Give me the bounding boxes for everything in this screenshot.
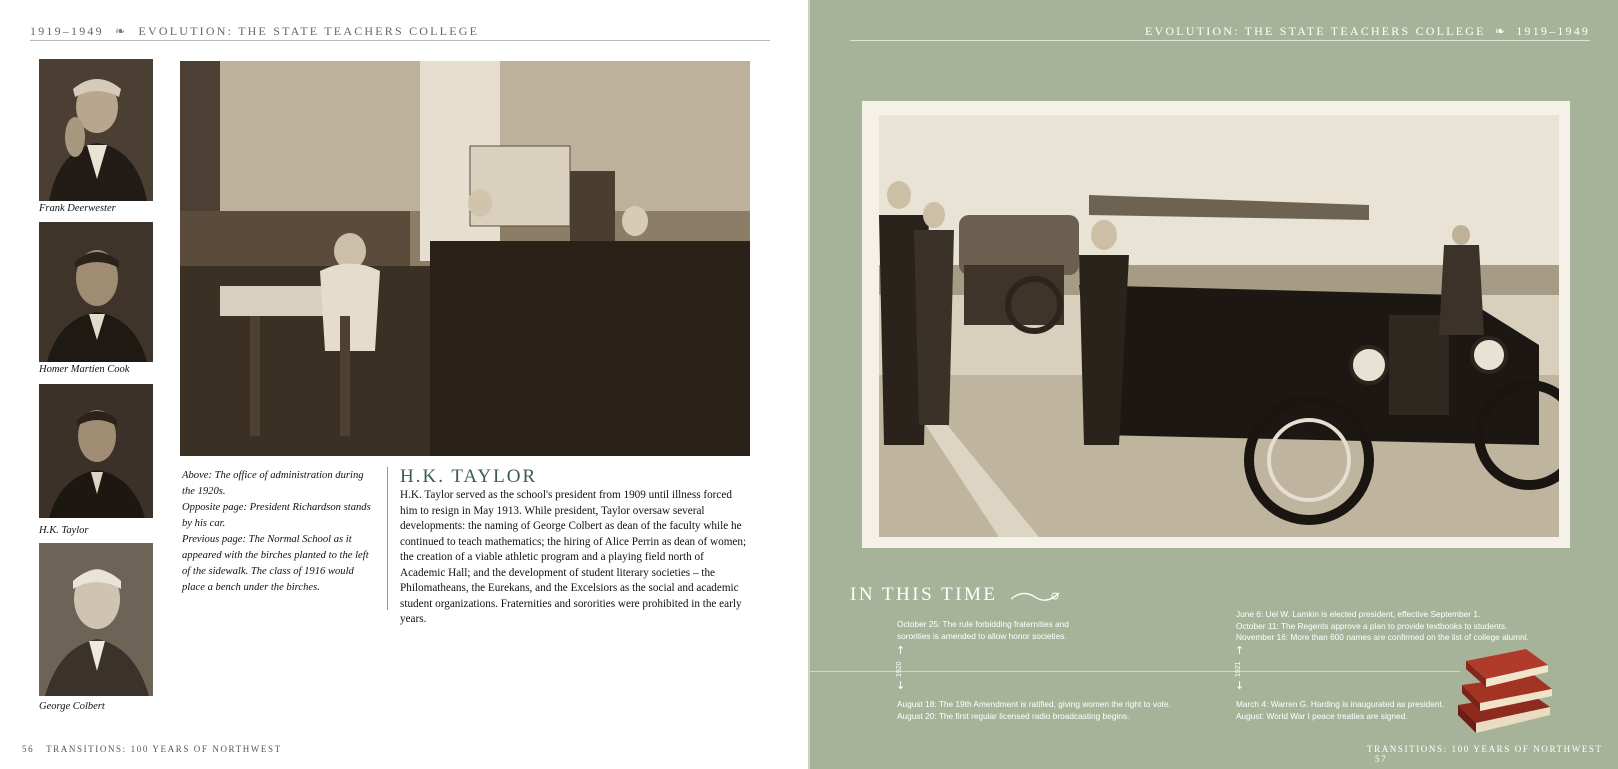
president-richardson-car-photo [879, 115, 1559, 537]
portrait-caption-3: H.K. Taylor [39, 525, 89, 536]
right-footer-title: TRANSITIONS: 100 YEARS OF NORTHWEST [1367, 744, 1603, 754]
timeline-year-1921: 1921 [1235, 661, 1242, 677]
article-title: H.K. TAYLOR [400, 466, 538, 487]
timeline-1921-upper [1236, 609, 1529, 644]
left-page-number: 56 [22, 744, 35, 754]
office-administration-photo [180, 61, 750, 456]
in-this-time-label: IN THIS TIME [850, 584, 998, 605]
event-line: August 18: The 19th Amendment is ratified, giving women the right to vote. [897, 699, 1171, 709]
right-header [1145, 24, 1590, 39]
portrait-hk-taylor [39, 384, 153, 518]
timeline-axis [810, 671, 1460, 672]
article-body: H.K. Taylor served as the school's president from 1909 until illness forced him to resign in May 1913. While president, Taylor oversaw several developments: the naming of George Colbert as dean of the faculty while he continued to teach mathematics; the hiring of Alice Perrin as dean of women; the creation of a viable athletic program and a playing field north of Academic Hall; and the development of student literary societies – the Philomatheans, the Eurekans, and the Excelsiors as the social and academic student organizations. Fraternities and sororities were prohibited in the early years. [400, 489, 747, 625]
left-footer-title: TRANSITIONS: 100 YEARS OF NORTHWEST [46, 744, 282, 754]
header-rule [30, 40, 770, 41]
in-this-time-title [850, 584, 1061, 606]
caption-previous: Previous page: The Normal School as it appeared with the birches planted to the left of the sidewalk. The class of 1916 would place a bench under the birches. [182, 534, 369, 593]
portrait-caption-2: Homer Martien Cook [39, 364, 130, 375]
ornament-icon: ❧ [1494, 24, 1508, 38]
portrait-george-colbert [39, 543, 153, 696]
caption-opposite: Opposite page: President Richardson stands by his car. [182, 502, 371, 529]
event-line: August: World War I peace treaties are signed. [1236, 710, 1408, 721]
timeline-1920-lower [897, 699, 1171, 722]
event-line: October 11: The Regents approve a plan to provide textbooks to students. [1236, 620, 1508, 631]
books-stack-icon [1452, 645, 1558, 741]
right-footer [1367, 744, 1618, 764]
right-header-rule [850, 40, 1590, 41]
header-title: EVOLUTION: THE STATE TEACHERS COLLEGE [138, 24, 480, 38]
event-line: November 16: More than 600 names are confirmed on the list of college alumni. [1236, 632, 1529, 642]
up-arrow-icon: ↑ [896, 644, 906, 657]
ornament-icon: ❧ [115, 24, 128, 38]
photo-captions [182, 468, 374, 596]
timeline-1920-upper [897, 619, 1069, 642]
right-header-years: 1919–1949 [1516, 24, 1591, 38]
down-arrow-icon: ↓ [1235, 679, 1245, 692]
event-line: sororities is amended to allow honor societies. [897, 630, 1067, 641]
event-line: June 6: Uel W. Lamkin is elected president, effective September 1. [1236, 609, 1481, 619]
swirl-ornament-icon [1009, 587, 1061, 605]
caption-above: Above: The office of administration during the 1920s. [182, 470, 364, 497]
left-footer [22, 744, 282, 754]
portrait-caption-1: Frank Deerwester [39, 203, 116, 214]
portrait-frank-deerwester [39, 59, 153, 201]
portrait-homer-martien-cook [39, 222, 153, 362]
header-years: 1919–1949 [30, 24, 104, 38]
article-divider [387, 467, 388, 610]
right-header-title: EVOLUTION: THE STATE TEACHERS COLLEGE [1145, 24, 1486, 38]
event-line: August 20: The first regular licensed radio broadcasting begins. [897, 710, 1130, 721]
timeline-1921-lower [1236, 699, 1444, 722]
timeline-year-1920: 1920 [896, 661, 903, 677]
left-header [30, 24, 479, 39]
down-arrow-icon: ↓ [896, 679, 906, 692]
up-arrow-icon: ↑ [1235, 644, 1245, 657]
event-line: October 25: The rule forbidding fraternities and [897, 619, 1069, 629]
right-page-number: 57 [1375, 754, 1388, 764]
event-line: March 4: Warren G. Harding is inaugurated as president. [1236, 699, 1445, 709]
portrait-caption-4: George Colbert [39, 701, 105, 712]
